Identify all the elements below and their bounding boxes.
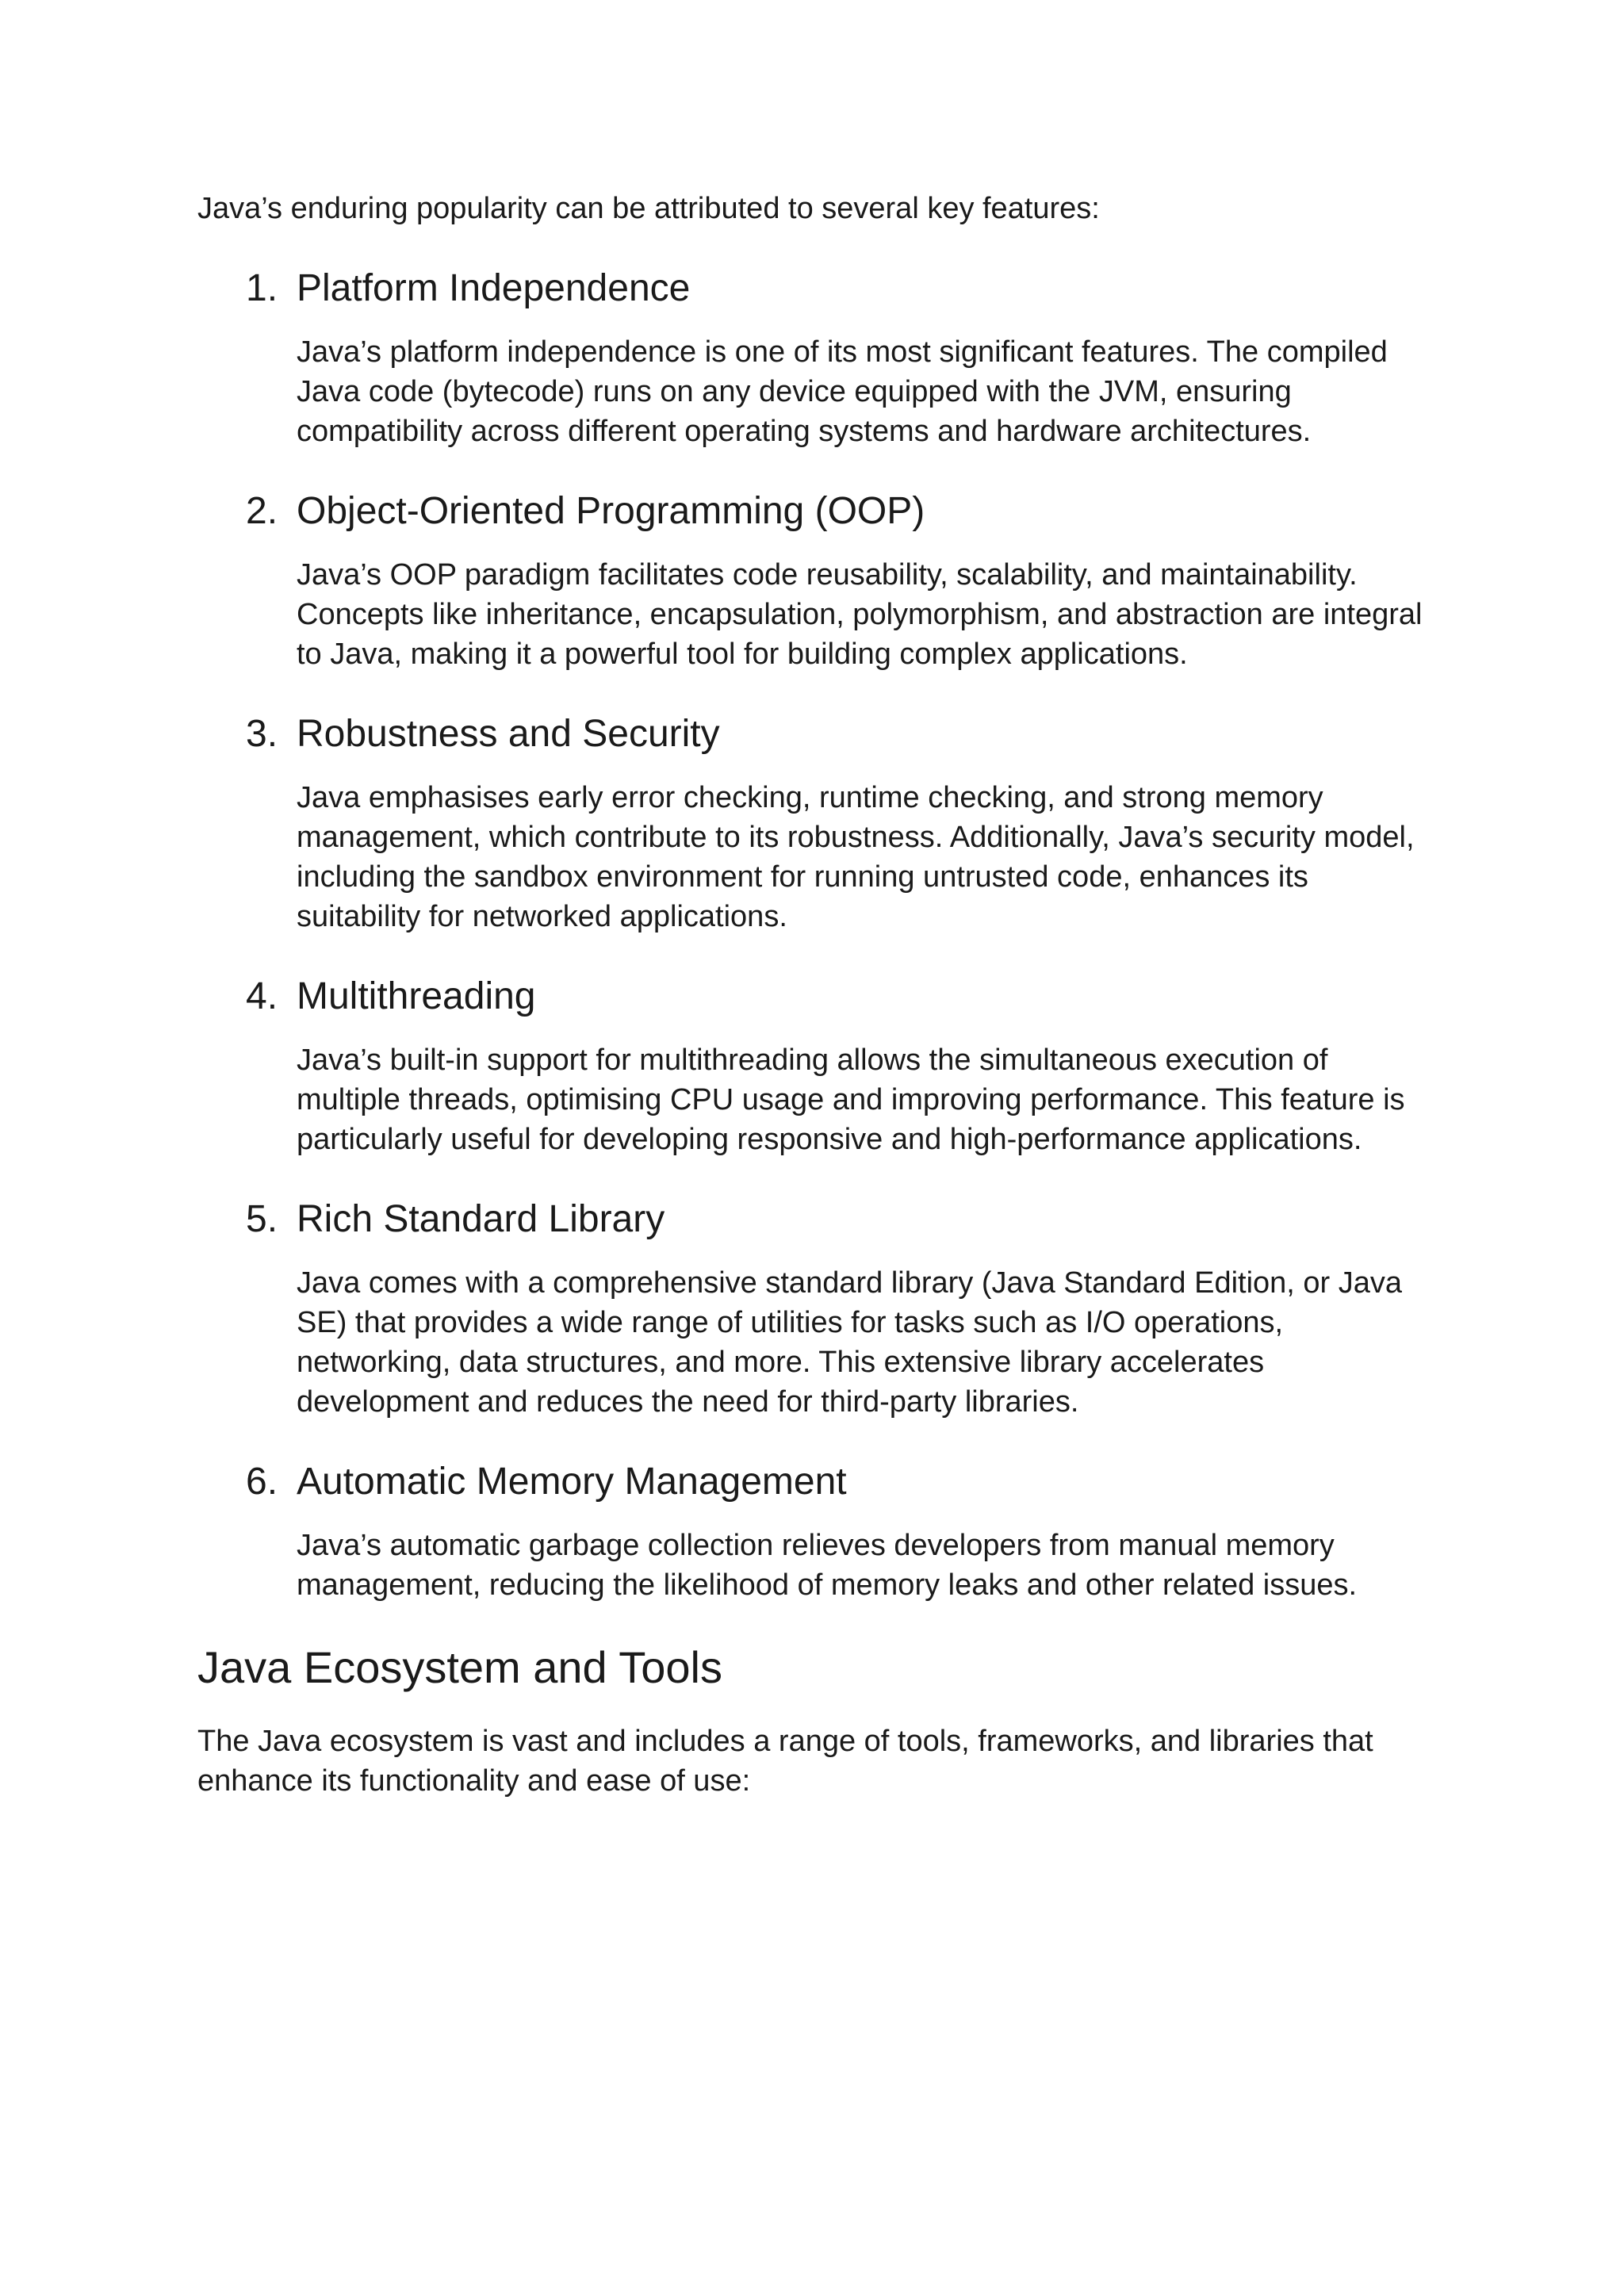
feature-heading	[246, 266, 1434, 312]
feature-title: Rich Standard Library	[297, 1198, 665, 1240]
feature-title: Object-Oriented Programming (OOP)	[297, 490, 925, 532]
intro-paragraph: Java’s enduring popularity can be attributed to several key features:	[197, 192, 1100, 225]
feature-description: Java’s OOP paradigm facilitates code reusability, scalability, and maintainability. Concepts like inheritance, encapsulation, polymorphism, and abstraction are integral to Java, making it a powerful tool for building complex applications.	[297, 558, 1423, 671]
document-content	[197, 189, 1434, 1801]
feature-description: Java’s built-in support for multithreading allows the simultaneous execution of multiple threads, optimising CPU usage and improving performance. This feature is particularly useful for developing responsive and high-performance applications.	[297, 1044, 1405, 1156]
section-title: Java Ecosystem and Tools	[197, 1642, 722, 1692]
feature-item	[197, 488, 1434, 674]
feature-item	[197, 266, 1434, 451]
feature-description: Java comes with a comprehensive standard library (Java Standard Edition, or Java SE) that provides a wide range of utilities for tasks such as I/O operations, networking, data structures, and more. This extensive library accelerates development and reduces the need for third-party libraries.	[297, 1266, 1403, 1419]
feature-title: Robustness and Security	[297, 713, 720, 755]
feature-number: 3.	[246, 713, 278, 755]
feature-item	[197, 711, 1434, 936]
feature-title: Platform Independence	[297, 267, 691, 309]
feature-description: Java’s automatic garbage collection relieves developers from manual memory management, reducing the likelihood of memory leaks and other related issues.	[297, 1529, 1358, 1602]
feature-number: 6.	[246, 1461, 278, 1503]
feature-heading	[246, 1459, 1434, 1505]
feature-number: 4.	[246, 975, 278, 1017]
feature-number: 5.	[246, 1198, 278, 1240]
feature-list	[197, 266, 1434, 1605]
feature-description: Java’s platform independence is one of its most significant features. The compiled Java code (bytecode) runs on any device equipped with the JVM, ensuring compatibility across different operating systems and hardware architectures.	[297, 335, 1388, 448]
feature-heading	[246, 974, 1434, 1020]
feature-heading	[246, 1197, 1434, 1243]
feature-heading	[246, 711, 1434, 757]
feature-number: 1.	[246, 267, 278, 309]
feature-item	[197, 1197, 1434, 1422]
feature-description: Java emphasises early error checking, runtime checking, and strong memory management, which contribute to its robustness. Additionally, Java’s security model, including the sandbox environment for running untrusted code, enhances its suitability for networked applications.	[297, 781, 1415, 933]
feature-item	[197, 974, 1434, 1159]
feature-number: 2.	[246, 490, 278, 532]
feature-item	[197, 1459, 1434, 1605]
feature-heading	[246, 488, 1434, 534]
feature-title: Multithreading	[297, 975, 536, 1017]
feature-title: Automatic Memory Management	[297, 1461, 847, 1503]
section-paragraph: The Java ecosystem is vast and includes a range of tools, frameworks, and libraries that enhance its functionality and ease of use:	[197, 1725, 1373, 1798]
